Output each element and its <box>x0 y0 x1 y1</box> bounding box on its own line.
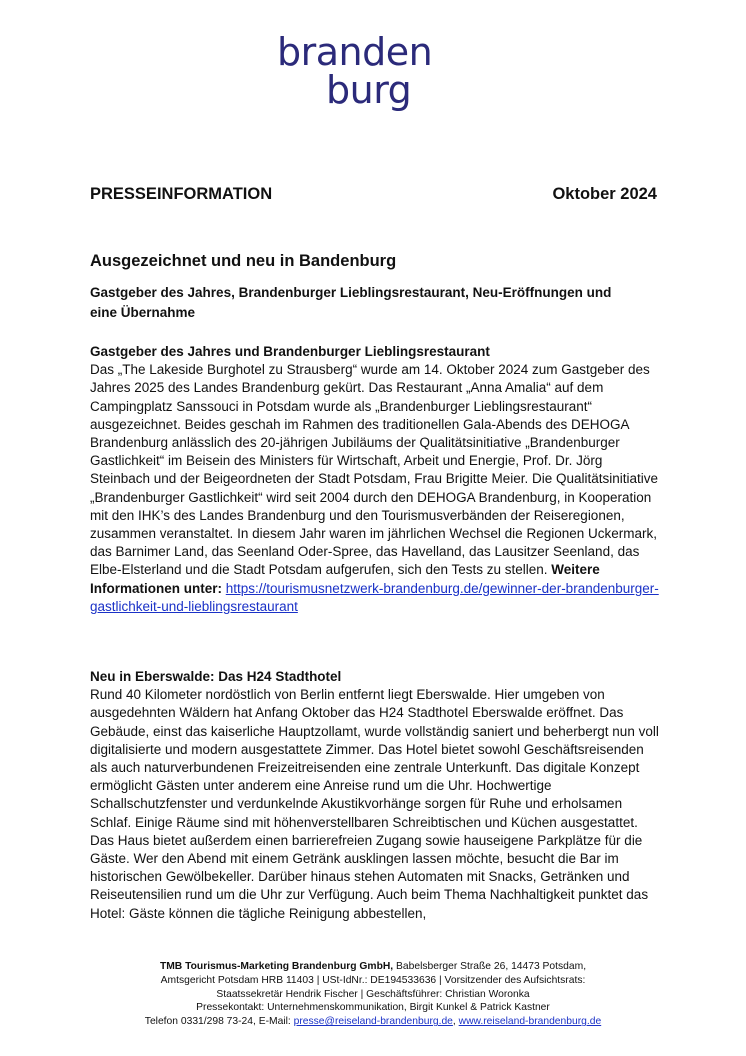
document-title: Ausgezeichnet und neu in Bandenburg <box>90 252 397 270</box>
footer-phone: Telefon 0331/298 73-24, E-Mail: <box>144 1016 294 1028</box>
more-info-label: Weitere Informationen unter: <box>90 562 600 596</box>
logo-line-1: branden <box>277 30 433 74</box>
footer-email-link[interactable]: presse@reiseland-brandenburg.de <box>293 1016 453 1028</box>
section-body: Rund 40 Kilometer nordöstlich von Berlin entfernt liegt Eberswalde. Hier umgeben von ausgedehnten Wäldern hat Anfang Oktober das H24 Stadthotel Eberswalde eröffnet. Das Gebäude, einst das kaiserliche Hauptzollamt, wurde vollständig saniert und beherbergt nun voll digitalisierte und modern ausgestattete Zimmer. Das Hotel bietet sowohl Geschäftsreisenden als auch naturverbundenen Freizeitreisenden eine zentrale Unterkunft. Das digitale Konzept ermöglicht Gästen unter anderem eine Anreise rund um die Uhr. Hochwertige Schallschutzfenster und verdunkelnde Akustikvorhänge sorgen für Ruhe und erholsamen Schlaf. Einige Räume sind mit höhenverstellbaren Schreibtischen und Küchen ausgestattet. Das Haus bietet außerdem einen barrierefreien Zugang sowie hauseigene Parkplätze für die Gäste. Wer den Abend mit einem Getränk ausklingen lassen möchte, besucht die Bar im historischen Gewölbekeller. Darüber hinaus stehen Automaten mit Snacks, Getränken und Reiseutensilien rund um die Uhr zur Verfügung. Auch beim Thema Nachhaltigkeit punktet das Hotel: Gäste können die tägliche Reinigung abbestellen, <box>90 687 659 921</box>
footer-company: TMB Tourismus-Marketing Brandenburg GmbH, <box>159 961 394 972</box>
footer-line-1 <box>70 960 676 974</box>
footer-line-2: Amtsgericht Potsdam HRB 11403 | USt-IdNr.: DE194533636 | Vorsitzender des Aufsichtsrats: <box>160 974 586 986</box>
document-header <box>90 185 657 204</box>
section-body-text: Das „The Lakeside Burghotel zu Strausberg“ wurde am 14. Oktober 2024 zum Gastgeber des Jahres 2025 des Landes Brandenburg gekürt. Das Restaurant „Anna Amalia“ auf dem Campingplatz Sanssouci in Potsdam wurde als „Brandenburger Lieblingsrestaurant“ ausgezeichnet. Beides geschah im Rahmen des traditionellen Gala-Abends des DEHOGA Brandenburg anlässlich des 20-jährigen Jubiläums der Qualitätsinitiative „Brandenburger Gastlichkeit“ im Beisein des Ministers für Wirtschaft, Arbeit und Energie, Prof. Dr. Jörg Steinbach und der Beigeordneten der Stadt Potsdam, Frau Brigitte Meier. Die Qualitätsinitiative „Brandenburger Gastlichkeit“ wird seit 2004 durch den DEHOGA Brandenburg, in Kooperation mit den IHK’s des Landes Brandenburg und den Tourismusverbänden der Reiseregionen, zusammen veranstaltet. In diesem Jahr waren im jährlichen Wechsel die Regionen Uckermark, das Barnimer Land, das Seenland Oder-Spree, das Havelland, das Lausitzer Seenland, das Elbe-Elsterland und die Stadt Potsdam aufgerufen, sich den Tests zu stellen. <box>90 362 659 578</box>
brandenburg-logo <box>0 30 746 118</box>
footer-line-5 <box>70 1015 676 1029</box>
footer-separator: , <box>452 1016 459 1028</box>
footer <box>70 960 676 1029</box>
footer-web-link[interactable]: www.reiseland-brandenburg.de <box>458 1016 602 1028</box>
press-date: Oktober 2024 <box>552 185 657 203</box>
section-body <box>90 361 660 616</box>
footer-line-3: Staatssekretär Hendrik Fischer | Geschäftsführer: Christian Woronka <box>216 988 530 1000</box>
press-label: PRESSEINFORMATION <box>90 185 273 203</box>
section-gastgeber <box>90 343 660 616</box>
document-subtitle: Gastgeber des Jahres, Brandenburger Lieblingsrestaurant, Neu-Eröffnungen und eine Übernahme <box>90 285 612 320</box>
section-heading: Gastgeber des Jahres und Brandenburger Lieblingsrestaurant <box>90 344 490 359</box>
footer-line-4: Pressekontakt: Unternehmenskommunikation, Birgit Kunkel & Patrick Kastner <box>196 1002 550 1014</box>
more-info-link[interactable]: https://tourismusnetzwerk-brandenburg.de/gewinner-der-brandenburger-gastlichkeit-und-lieblingsrestaurant <box>90 580 659 614</box>
section-heading: Neu in Eberswalde: Das H24 Stadthotel <box>90 669 342 684</box>
footer-address: Babelsberger Straße 26, 14473 Potsdam, <box>393 961 587 972</box>
logo-line-2: burg <box>326 68 412 112</box>
section-eberswalde <box>90 668 660 923</box>
